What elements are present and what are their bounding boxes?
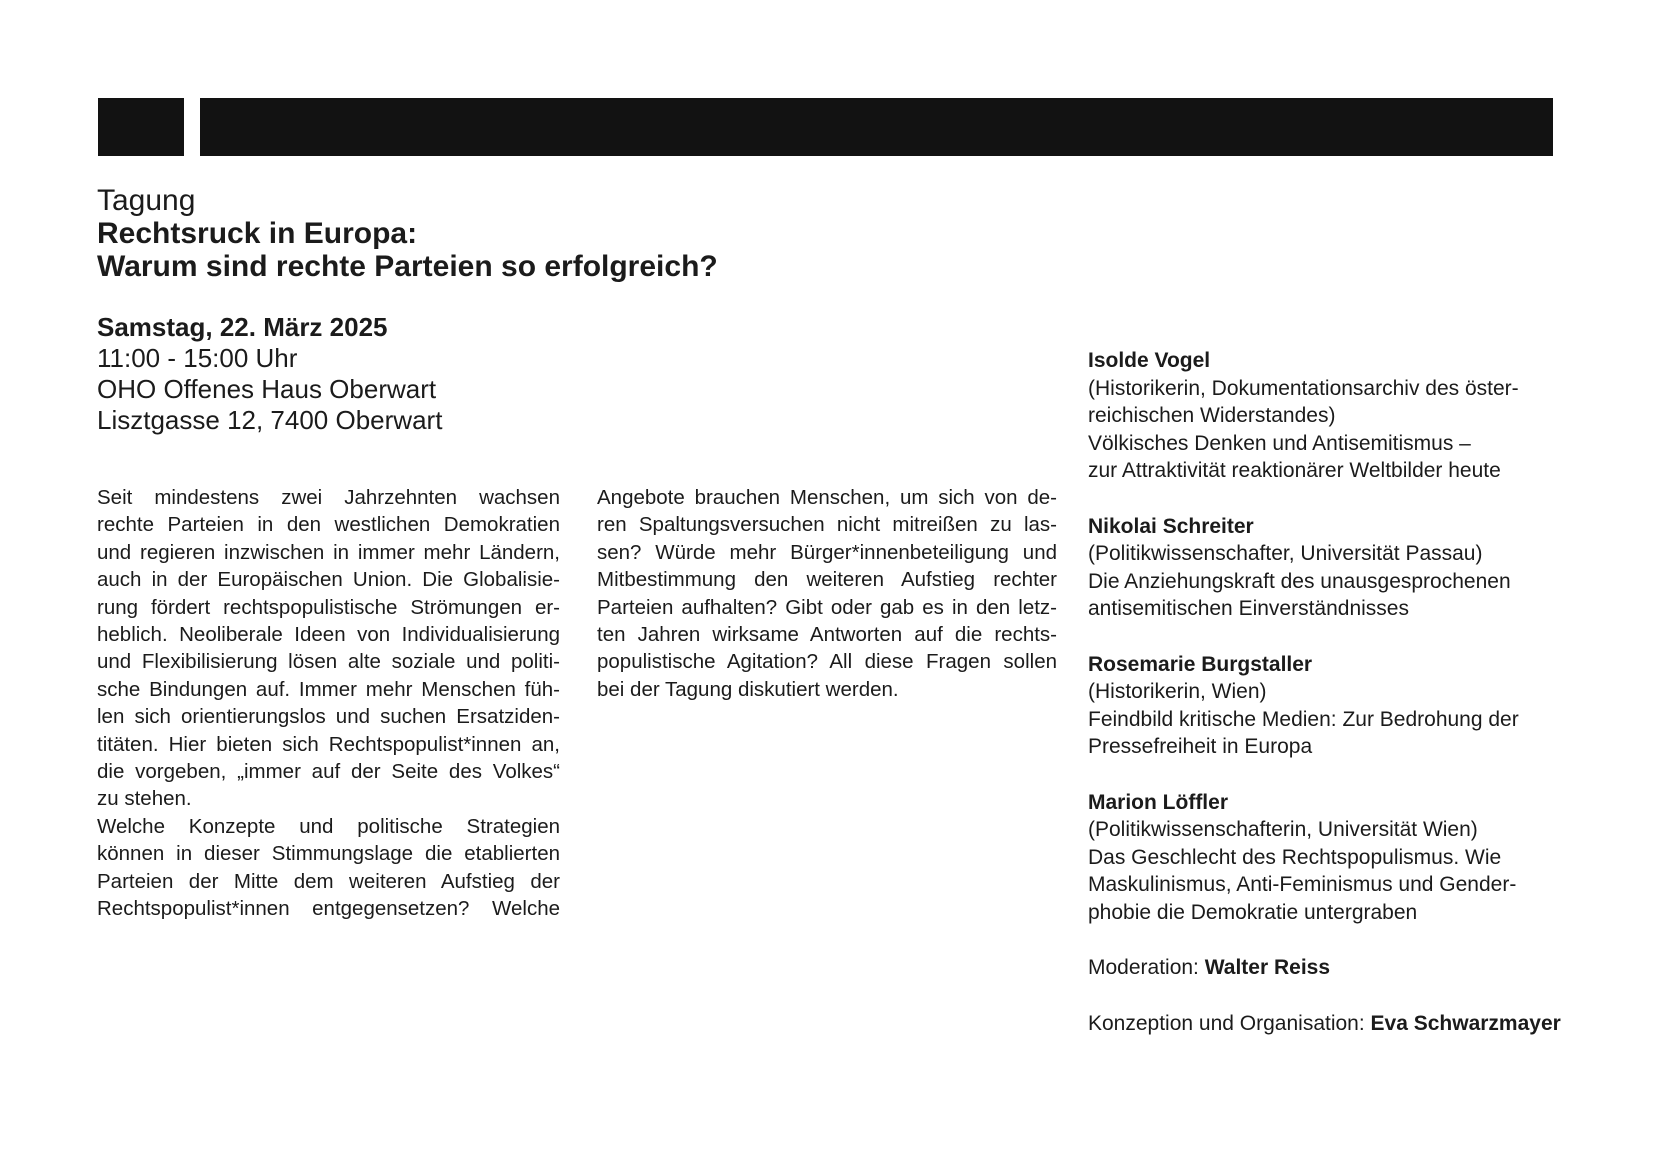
organisation-line — [1088, 1010, 1648, 1038]
intro-column-1: Seit mindestens zwei Jahrzehnten wachsen rechte Parteien in den westlichen Demokratien und regieren inzwischen in immer mehr Ländern, auch in der Europäischen Union. Die Globalisie- rung fördert rechtspopulistische Strömungen er- heblich. Neoliberale Ideen von Individualisierung und Flexibilisierung lösen alte soziale und politi- sche Bindungen auf. Immer mehr Menschen füh- len sich orientierungslos und suchen Ersatziden- titäten. Hier bieten sich Rechtspopulist*innen an, die vorgeben, „immer auf der Seite des Volkes“ zu stehen. Welche Konzepte und politische Strategien können in dieser Stimmungslage die etablierten Parteien der Mitte dem weiteren Aufstieg der Rechtspopulist*innen entgegensetzen? Welche — [97, 486, 560, 921]
speaker-block-nikolai-schreiter — [1088, 513, 1648, 623]
speaker-name: Isolde Vogel — [1088, 349, 1211, 372]
event-venue: OHO Offenes Haus Oberwart — [97, 374, 437, 404]
moderation-line — [1088, 954, 1648, 982]
event-date: Samstag, 22. März 2025 — [97, 312, 388, 342]
event-address: Lisztgasse 12, 7400 Oberwart — [97, 405, 443, 435]
organisation-label: Konzeption und Organisation: — [1088, 1011, 1371, 1035]
event-time: 11:00 - 15:00 Uhr — [97, 343, 298, 373]
event-kicker: Tagung — [97, 184, 196, 217]
speaker-details: (Politikwissenschafterin, Universität Wien) Das Geschlecht des Rechtspopulismus. Wie Maskulinismus, Anti-Feminismus und Gender- phobie die Demokratie untergraben — [1088, 818, 1517, 924]
speaker-block-marion-loeffler — [1088, 789, 1648, 927]
speaker-details: (Historikerin, Wien) Feindbild kritische Medien: Zur Bedrohung der Pressefreiheit in Europa — [1088, 680, 1519, 758]
speaker-name: Nikolai Schreiter — [1088, 514, 1254, 538]
speaker-details: (Historikerin, Dokumentationsarchiv des öster- reichischen Widerstandes) Völkisches Denken und Antisemitismus – zur Attraktivität reaktionärer Weltbilder heute — [1088, 376, 1519, 482]
speaker-name: Rosemarie Burgstaller — [1088, 652, 1313, 676]
event-title-line-2: Warum sind rechte Parteien so erfolgreich? — [97, 250, 718, 283]
title-block — [97, 184, 718, 283]
logo-block-small — [98, 98, 184, 156]
speaker-details: (Politikwissenschafter, Universität Passau) Die Anziehungskraft des unausgesprochenen antisemitischen Einverständnisses — [1088, 542, 1511, 620]
organisation-name: Eva Schwarzmayer — [1370, 1011, 1561, 1035]
speaker-block-rosemarie-burgstaller — [1088, 651, 1648, 761]
moderation-name: Walter Reiss — [1204, 956, 1331, 979]
event-details-block — [97, 312, 442, 436]
event-title-line-1: Rechtsruck in Europa: — [97, 217, 418, 250]
speaker-name: Marion Löffler — [1088, 790, 1228, 814]
speakers-column — [1088, 347, 1648, 1065]
speaker-block-isolde-vogel — [1088, 347, 1648, 485]
header-bar — [200, 98, 1553, 156]
intro-column-2: Angebote brauchen Menschen, um sich von de- ren Spaltungsversuchen nicht mitreißen zu las- sen? Würde mehr Bürger*innenbeteiligung und Mitbestimmung den weiteren Aufstieg rechter Parteien aufhalten? Gibt oder gab es in den letz- ten Jahren wirksame Antworten auf die rechts- populistische Agitation? All diese Fragen sollen bei der Tagung diskutiert werden. — [597, 486, 1057, 701]
moderation-label: Moderation: — [1088, 956, 1205, 979]
